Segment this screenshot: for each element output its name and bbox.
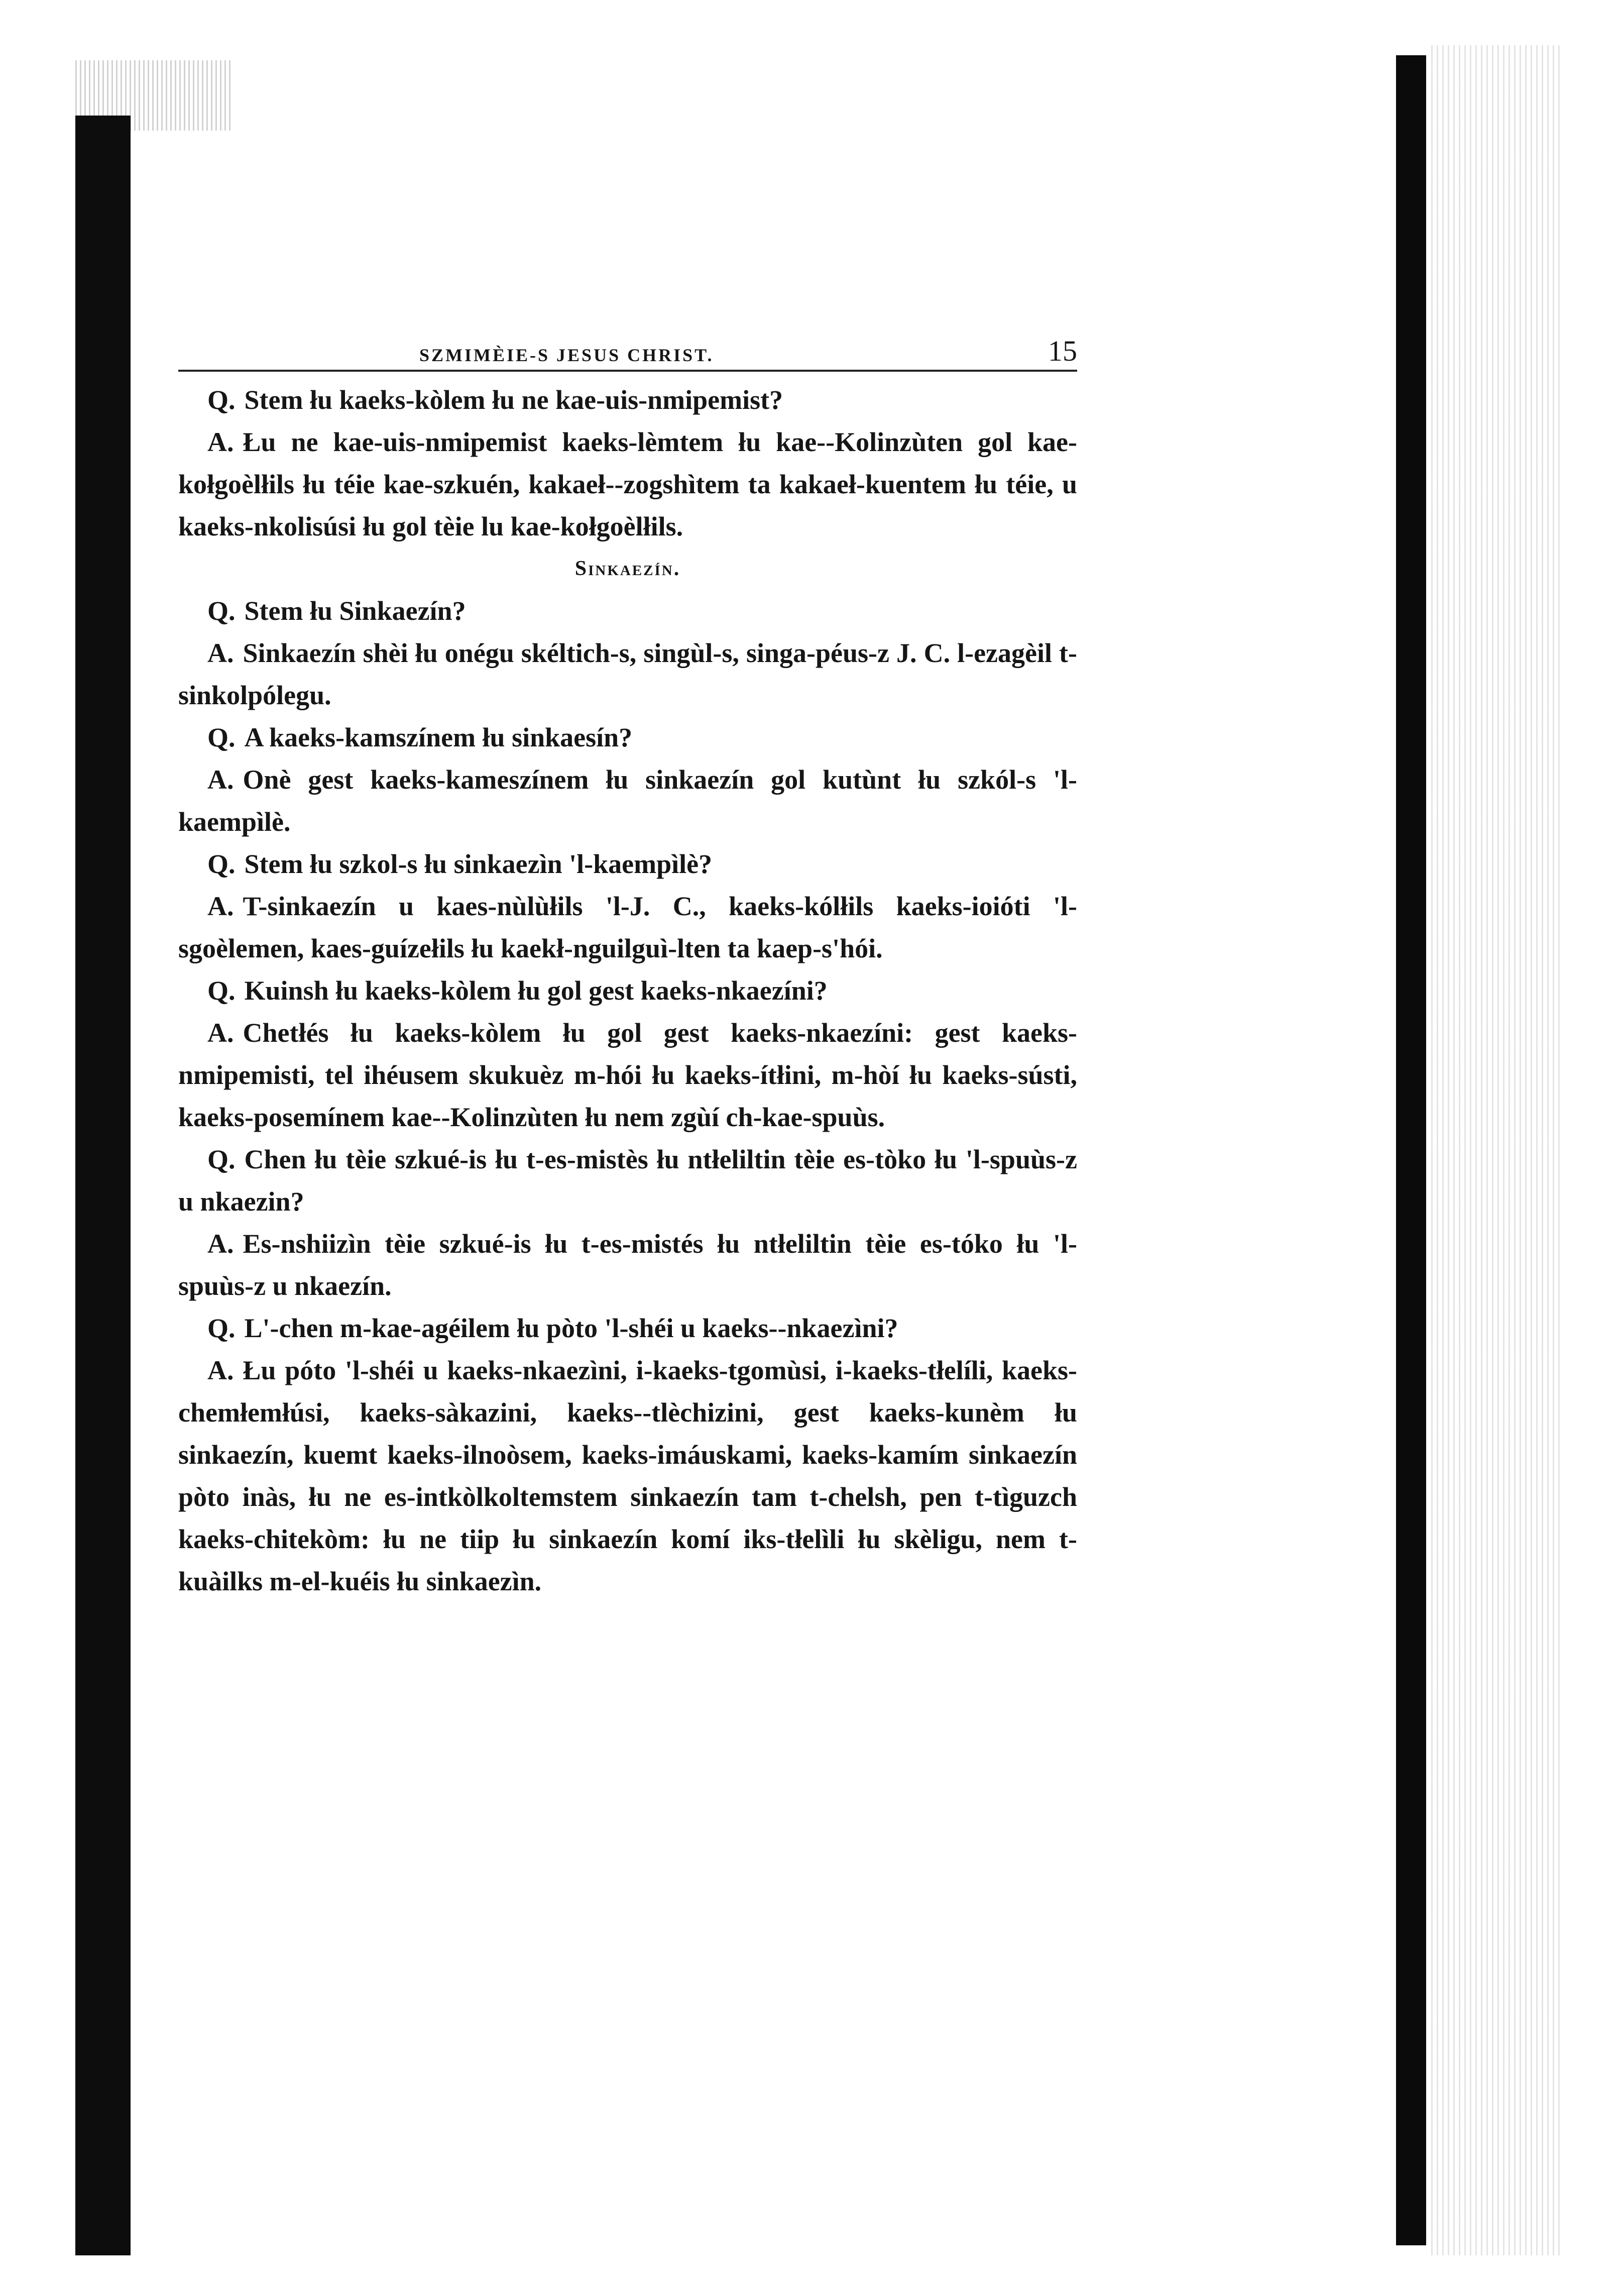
answer-text: Onè gest kaeks-kameszínem łu sinkaezín gol kutùnt łu szkól-s 'l-kaempìlè. <box>178 765 1077 837</box>
answer-paragraph <box>178 1223 1077 1307</box>
question-text: Chen łu tèie szkué-is łu t-es-mistès łu ntłeliltin tèie es-tòko łu 'l-spuùs-z u nkaezin? <box>178 1144 1077 1217</box>
answer-label: A. <box>207 1018 234 1048</box>
question-paragraph <box>178 1307 1077 1349</box>
answer-label: A. <box>207 891 234 921</box>
answer-text: T-sinkaezín u kaes-nùlùłils 'l-J. C., kaeks-kólłils kaeks-ioióti 'l-sgoèlemen, kaes-guízełils łu kaekł-nguilguì-lten ta kaep-s'hói. <box>178 891 1077 963</box>
question-text: Stem łu kaeks-kòlem łu ne kae-uis-nmipemist? <box>244 385 783 415</box>
scan-binding-shadow-right <box>1396 55 1426 2245</box>
question-label: Q. <box>207 975 236 1006</box>
question-paragraph <box>178 1138 1077 1223</box>
answer-paragraph <box>178 1349 1077 1602</box>
page-number: 15 <box>1048 335 1077 367</box>
scan-page-edge-right <box>1431 45 1562 2255</box>
scan-binding-shadow-left <box>75 116 131 2255</box>
question-label: Q. <box>207 596 236 626</box>
question-text: A kaeks-kamszínem łu sinkaesín? <box>244 722 633 752</box>
answer-text: Łu ne kae-uis-nmipemist kaeks-lèmtem łu kae--Kolinzùten gol kae-kołgoèlłils łu téie kae-szkuén, kakaeł--zogshìtem ta kakaeł-kuentem łu téie, u kaeks-nkolisúsi łu gol tèie lu kae-kołgoèlłils. <box>178 427 1077 541</box>
answer-text: Es-nshiizìn tèie szkué-is łu t-es-mistés łu ntłeliltin tèie es-tóko łu 'l-spuùs-z u nkaezín. <box>178 1229 1077 1301</box>
question-paragraph <box>178 969 1077 1012</box>
book-page <box>178 337 1077 1602</box>
answer-text: Chetłés łu kaeks-kòlem łu gol gest kaeks-nkaezíni: gest kaeks-nmipemisti, tel ihéusem skukuèz m-hói łu kaeks-ítłini, m-hòí łu kaeks-sústi, kaeks-posemínem kae--Kolinzùten łu nem zgùí ch-kae-spuùs. <box>178 1018 1077 1132</box>
question-text: Stem łu Sinkaezín? <box>244 596 466 626</box>
question-paragraph <box>178 590 1077 632</box>
answer-text: Łu póto 'l-shéi u kaeks-nkaezìni, i-kaeks-tgomùsi, i-kaeks-tłelíli, kaeks-chemłemłúsi, kaeks-sàkazini, kaeks--tlèchizini, gest kaeks-kunèm łu sinkaezín, kuemt kaeks-ilnoòsem, kaeks-imáuskami, kaeks-kamím sinkaezín pòto inàs, łu ne es-intkòlkoltemstem sinkaezín tam t-chelsh, pen t-tìguzch kaeks-chitekòm: łu ne tiip łu sinkaezín komí iks-tłelìli łu skèligu, nem t-kuàilks m-el-kuéis łu sinkaezìn. <box>178 1355 1077 1596</box>
answer-label: A. <box>207 1229 234 1259</box>
question-paragraph <box>178 843 1077 885</box>
answer-text: Sinkaezín shèi łu onégu skéltich-s, singùl-s, singa-péus-z J. C. l-ezagèil t-sinkolpólegu. <box>178 638 1077 710</box>
catechism-body <box>178 379 1077 1602</box>
question-paragraph <box>178 379 1077 421</box>
answer-paragraph <box>178 632 1077 716</box>
answer-paragraph <box>178 421 1077 548</box>
answer-label: A. <box>207 1355 234 1385</box>
question-label: Q. <box>207 722 236 752</box>
question-label: Q. <box>207 1144 236 1174</box>
answer-paragraph <box>178 758 1077 843</box>
question-text: Stem łu szkol-s łu sinkaezìn 'l-kaempìlè? <box>244 849 713 879</box>
answer-label: A. <box>207 765 234 795</box>
question-label: Q. <box>207 849 236 879</box>
answer-label: A. <box>207 427 234 457</box>
question-label: Q. <box>207 385 236 415</box>
running-title: SZMIMÈIE-S JESUS CHRIST. <box>419 345 714 365</box>
question-paragraph <box>178 716 1077 758</box>
running-head <box>178 337 1077 372</box>
question-text: L'-chen m-kae-agéilem łu pòto 'l-shéi u kaeks--nkaezìni? <box>244 1313 898 1343</box>
question-text: Kuinsh łu kaeks-kòlem łu gol gest kaeks-nkaezíni? <box>244 975 828 1006</box>
answer-label: A. <box>207 638 234 668</box>
answer-paragraph <box>178 885 1077 969</box>
section-heading: Sinkaezín. <box>574 557 681 580</box>
question-label: Q. <box>207 1313 236 1343</box>
answer-paragraph <box>178 1012 1077 1138</box>
